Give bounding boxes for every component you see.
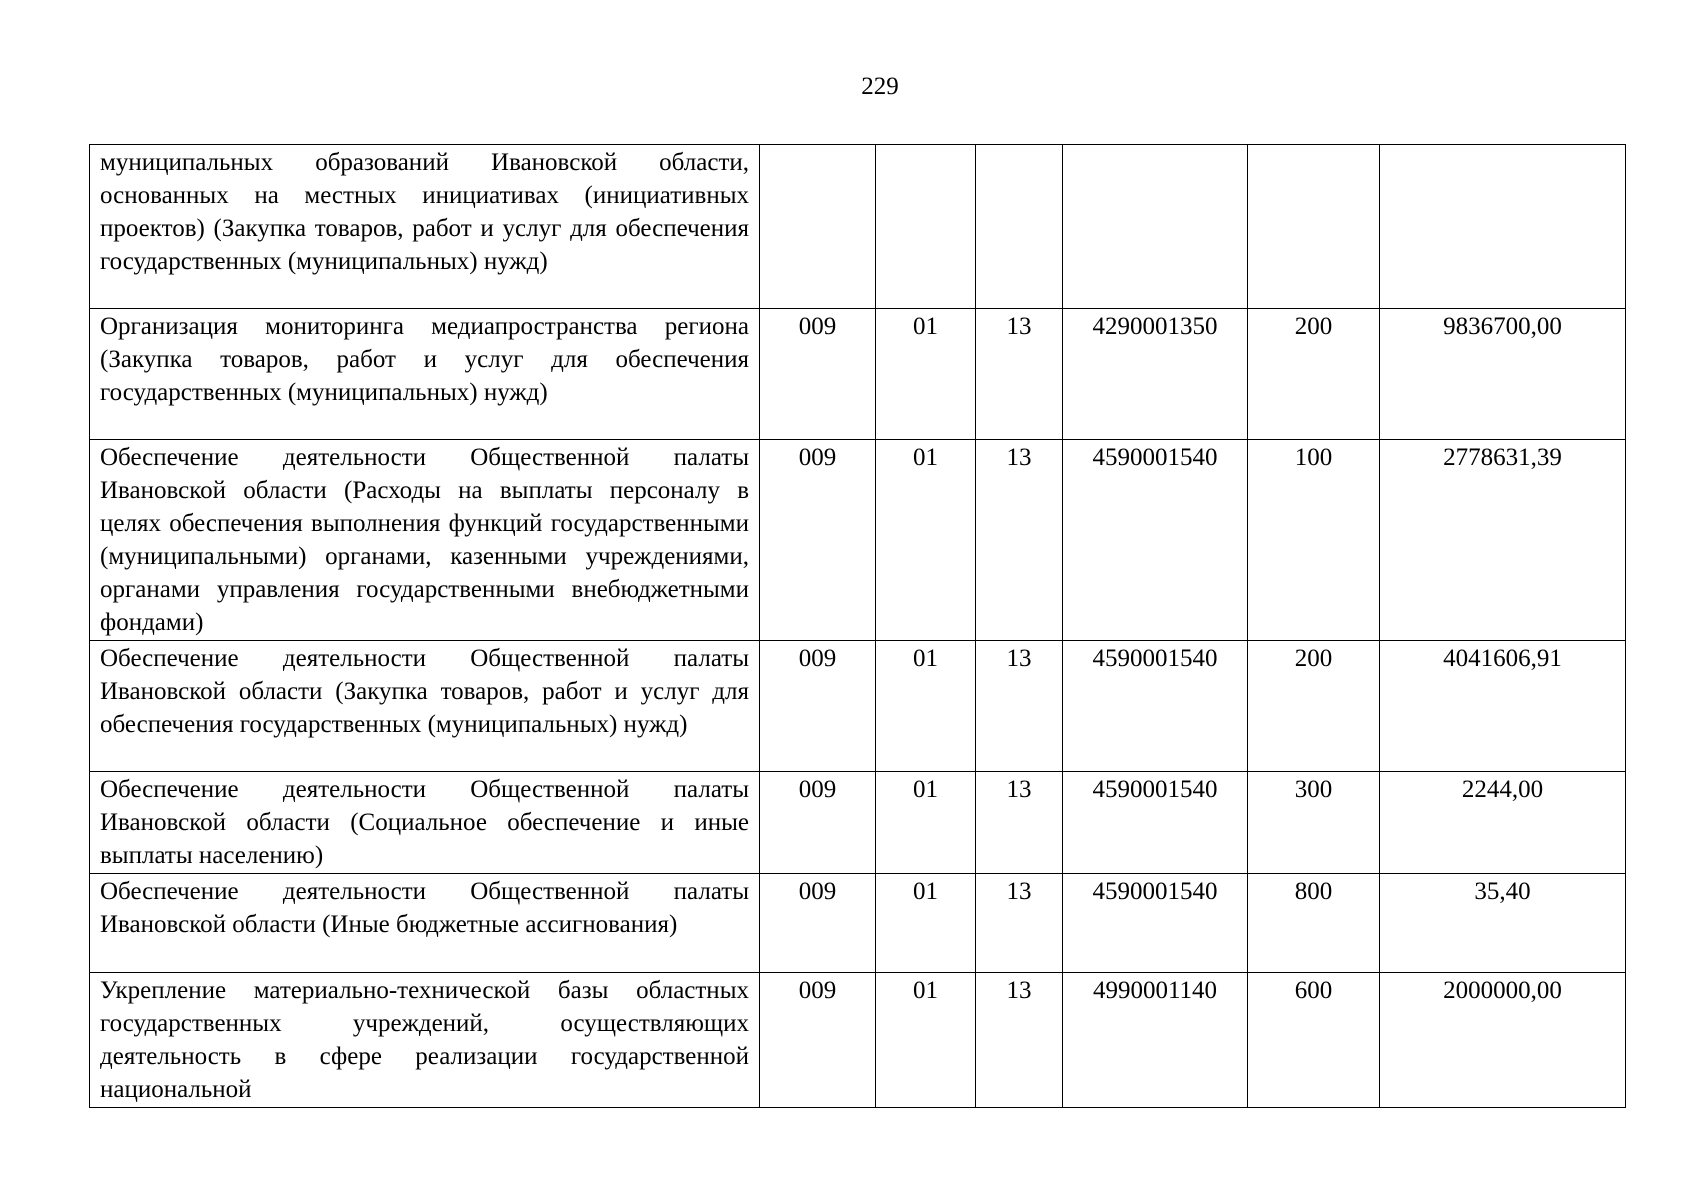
row-target-article: 4590001540 (1063, 641, 1248, 772)
table-row (90, 309, 1626, 440)
row-section: 01 (876, 772, 976, 874)
row-section: 01 (876, 973, 976, 1108)
row-code: 009 (760, 309, 876, 440)
row-subsection: 13 (976, 440, 1063, 641)
row-amount: 2244,00 (1380, 772, 1626, 874)
row-subsection: 13 (976, 309, 1063, 440)
table-row (90, 440, 1626, 641)
row-amount (1380, 145, 1626, 309)
row-description: Обеспечение деятельности Общественной палаты Ивановской области (Иные бюджетные ассигнования) (90, 874, 760, 973)
table-row (90, 641, 1626, 772)
row-subsection (976, 145, 1063, 309)
row-description: Обеспечение деятельности Общественной палаты Ивановской области (Социальное обеспечение и иные выплаты населению) (90, 772, 760, 874)
row-description: муниципальных образований Ивановской области, основанных на местных инициативах (инициативных проектов) (Закупка товаров, работ и услуг для обеспечения государственных (муниципальных) нужд) (90, 145, 760, 309)
row-expense-type (1248, 145, 1380, 309)
row-expense-type: 200 (1248, 309, 1380, 440)
row-description: Укрепление материально-технической базы областных государственных учреждений, осуществляющих деятельность в сфере реализации государственной национальной (90, 973, 760, 1108)
row-target-article: 4590001540 (1063, 440, 1248, 641)
row-description: Организация мониторинга медиапространства региона (Закупка товаров, работ и услуг для обеспечения государственных (муниципальных) нужд) (90, 309, 760, 440)
row-code: 009 (760, 772, 876, 874)
budget-table (89, 144, 1626, 1108)
table-row (90, 973, 1626, 1108)
row-subsection: 13 (976, 772, 1063, 874)
row-section: 01 (876, 440, 976, 641)
row-code: 009 (760, 440, 876, 641)
row-expense-type: 800 (1248, 874, 1380, 973)
row-expense-type: 100 (1248, 440, 1380, 641)
row-section: 01 (876, 874, 976, 973)
row-expense-type: 200 (1248, 641, 1380, 772)
row-amount: 4041606,91 (1380, 641, 1626, 772)
row-section: 01 (876, 641, 976, 772)
row-description: Обеспечение деятельности Общественной палаты Ивановской области (Расходы на выплаты персоналу в целях обеспечения выполнения функций государственными (муниципальными) органами, казенными учреждениями, органами управления государственными внебюджетными фондами) (90, 440, 760, 641)
row-description: Обеспечение деятельности Общественной палаты Ивановской области (Закупка товаров, работ и услуг для обеспечения государственных (муниципальных) нужд) (90, 641, 760, 772)
row-subsection: 13 (976, 641, 1063, 772)
row-amount: 2778631,39 (1380, 440, 1626, 641)
table-row (90, 874, 1626, 973)
row-code: 009 (760, 973, 876, 1108)
row-target-article (1063, 145, 1248, 309)
page-number: 229 (861, 73, 899, 100)
table-row (90, 772, 1626, 874)
row-amount: 35,40 (1380, 874, 1626, 973)
row-expense-type: 300 (1248, 772, 1380, 874)
row-code (760, 145, 876, 309)
table-row (90, 145, 1626, 309)
row-subsection: 13 (976, 874, 1063, 973)
row-target-article: 4590001540 (1063, 874, 1248, 973)
row-amount: 2000000,00 (1380, 973, 1626, 1108)
row-section (876, 145, 976, 309)
row-target-article: 4990001140 (1063, 973, 1248, 1108)
row-subsection: 13 (976, 973, 1063, 1108)
row-code: 009 (760, 641, 876, 772)
row-section: 01 (876, 309, 976, 440)
row-expense-type: 600 (1248, 973, 1380, 1108)
row-amount: 9836700,00 (1380, 309, 1626, 440)
row-target-article: 4290001350 (1063, 309, 1248, 440)
row-target-article: 4590001540 (1063, 772, 1248, 874)
row-code: 009 (760, 874, 876, 973)
